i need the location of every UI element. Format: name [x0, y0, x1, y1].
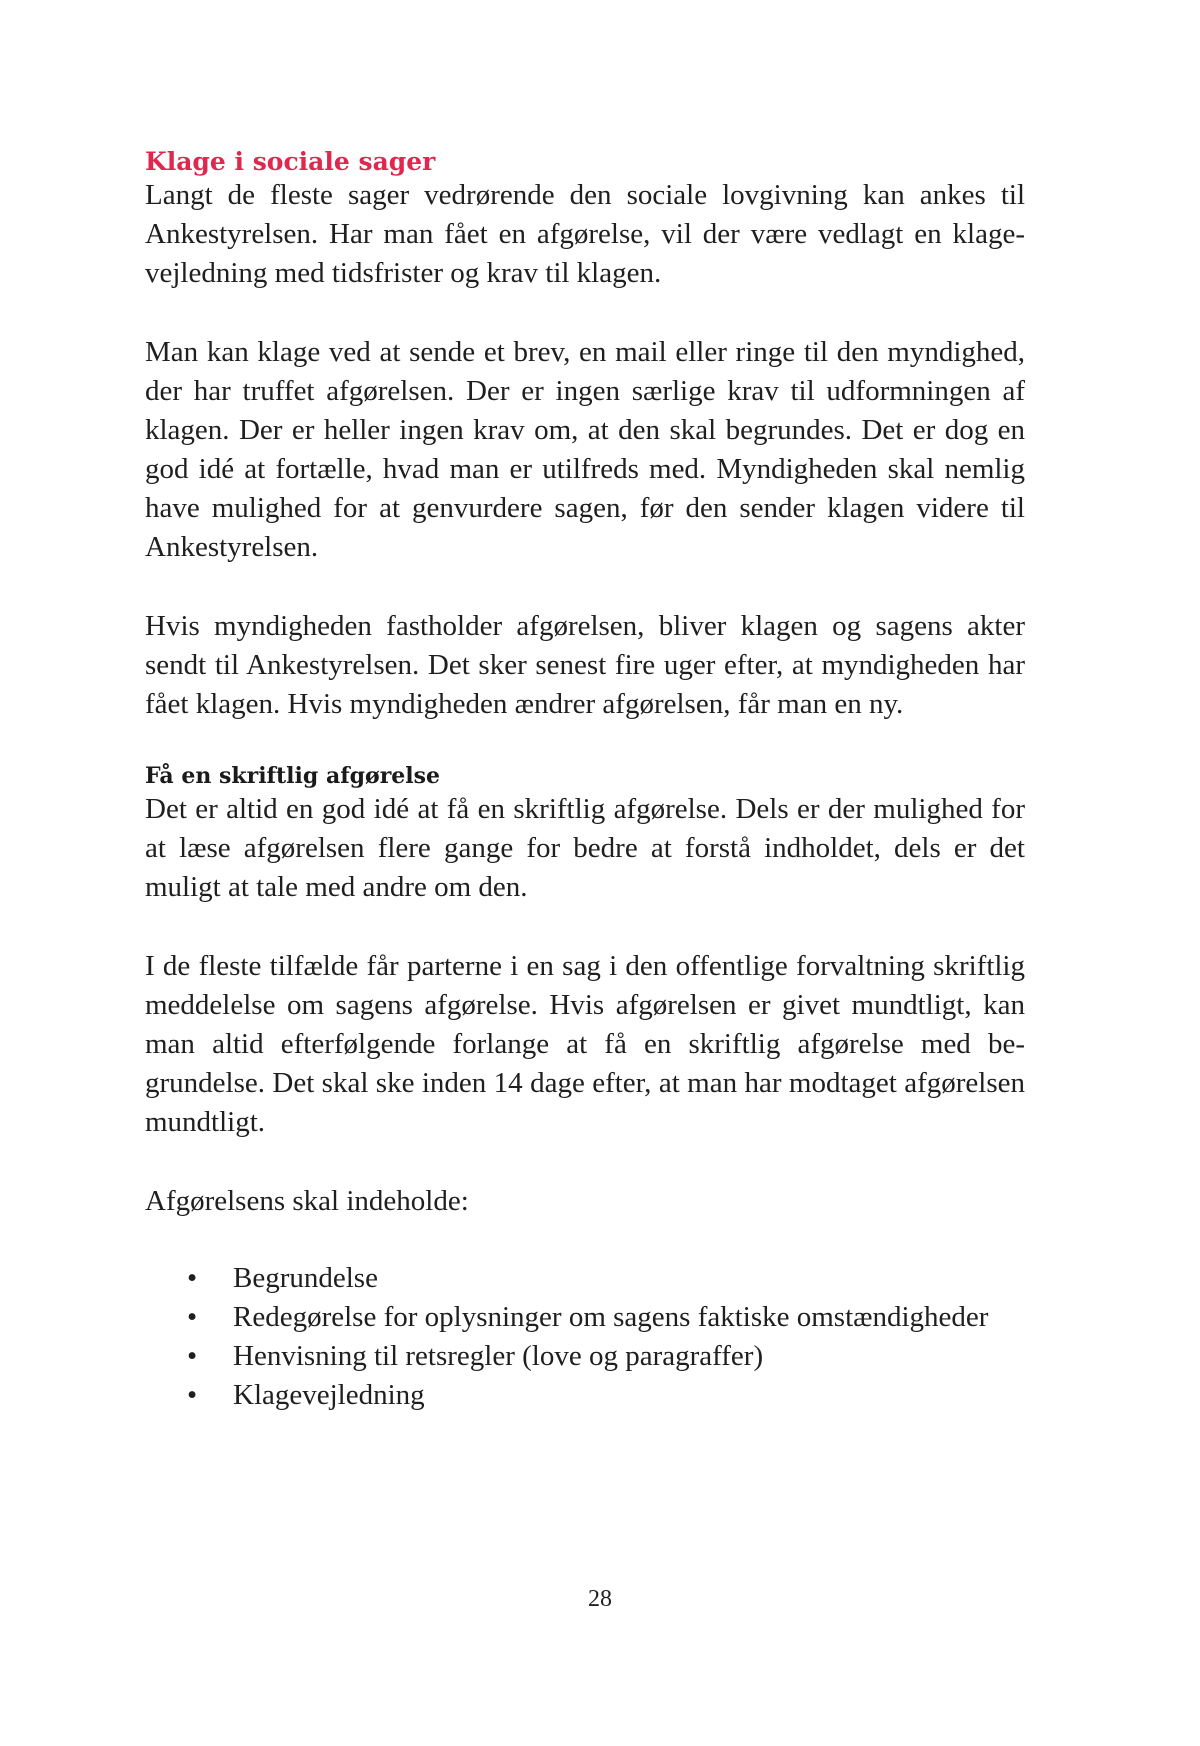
list-item-text: Henvisning til retsregler (love og paragraffer): [233, 1340, 764, 1372]
list-item: [145, 1298, 1025, 1337]
paragraph: Det er altid en god idé at få en skriftlig afgørelse. Dels er der mulighed for at læse afgørelsen flere gange for bedre at forstå indholdet, dels er det muligt at tale med andre om den.: [145, 793, 1025, 903]
spacer: [145, 293, 1025, 333]
list-item-text: Klagevejledning: [233, 1379, 425, 1411]
bullet-icon: •: [187, 1262, 198, 1294]
paragraph: Man kan klage ved at sende et brev, en mail eller ringe til den myndighed, der har truffet afgørelsen. Der er ingen særlige krav til udformningen af klagen. Der er heller ingen krav om, at den skal begrundes. Det er dog en god idé at fortælle, hvad man er utilfreds med. Myndigheden skal nemlig have mulighed for at genvurdere sagen, før den sender klagen videre til Ankestyrelsen.: [145, 336, 1025, 563]
spacer: [145, 724, 1025, 762]
list-item: [145, 1337, 1025, 1376]
spacer: [145, 1221, 1025, 1259]
paragraph: Hvis myndigheden fastholder afgørelsen, bliver klagen og sagens akter sendt til Ankestyrelsen. Det sker senest fire uger efter, at myndigheden har fået klagen. Hvis myndigheden ændrer afgørelsen, får man en ny.: [145, 610, 1025, 720]
paragraph: Afgørelsens skal indeholde:: [145, 1185, 469, 1217]
list-item-text: Begrundelse: [233, 1262, 378, 1294]
spacer: [145, 1142, 1025, 1182]
list-item: [145, 1259, 1025, 1298]
page-number: 28: [588, 1586, 612, 1612]
spacer: [145, 567, 1025, 607]
section-heading-klage: Klage i sociale sager: [145, 147, 436, 176]
bullet-icon: •: [187, 1301, 198, 1333]
paragraph: Langt de fleste sager vedrørende den sociale lovgivning kan ankes til Ankestyrelsen. Har man fået en afgørelse, vil der være vedlagt en klagevejledning med tidsfrister og krav til klagen.: [145, 179, 1025, 289]
spacer: [145, 907, 1025, 947]
list-item-text: Redegørelse for oplysninger om sagens faktiske omstændigheder: [233, 1301, 989, 1333]
document-page: [145, 148, 1025, 1415]
list-item: [145, 1376, 1025, 1415]
bullet-list: [145, 1259, 1025, 1415]
subheading-skriftlig-afgoerelse: Få en skriftlig afgørelse: [145, 763, 441, 789]
paragraph: I de fleste tilfælde får parterne i en sag i den offentlige forvaltning skriftlig meddelelse om sagens afgørelse. Hvis afgørelsen er givet mundtligt, kan man altid efterfølgende forlange at få en skriftlig afgørelse med begrundelse. Det skal ske inden 14 dage efter, at man har modtaget afgørelsen mundtligt.: [145, 950, 1025, 1138]
bullet-icon: •: [187, 1379, 198, 1411]
bullet-icon: •: [187, 1340, 198, 1372]
